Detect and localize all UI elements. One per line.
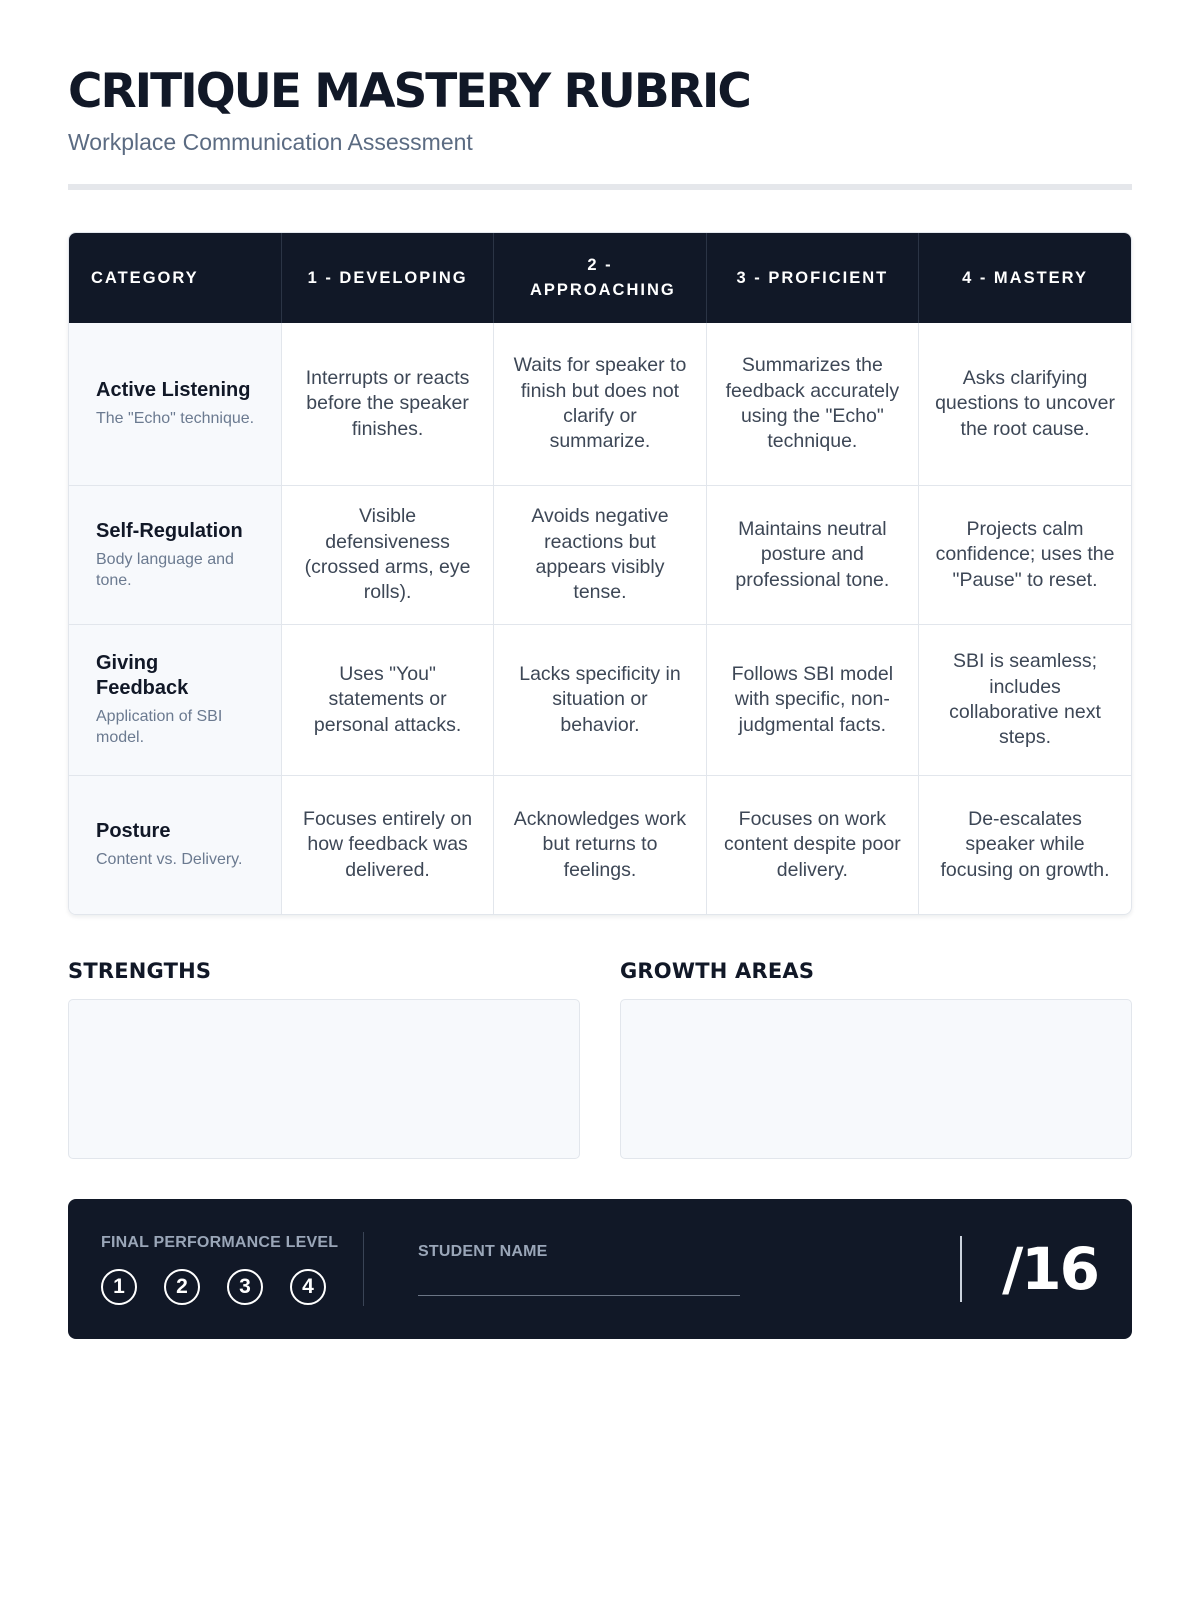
- category-name: Posture: [96, 820, 171, 843]
- level-1-cell: Focuses entirely on how feedback was delivered.: [281, 776, 493, 915]
- category-cell: [69, 776, 281, 915]
- level-3-cell: Maintains neutral posture and professional tone.: [706, 486, 918, 625]
- category-description: Application of SBI model.: [96, 708, 223, 746]
- performance-level-label: FINAL PERFORMANCE LEVEL: [101, 1233, 339, 1251]
- level-option-3[interactable]: 3: [227, 1269, 263, 1305]
- strengths-input-box[interactable]: [68, 999, 580, 1159]
- category-name: Active Listening: [96, 379, 251, 402]
- student-name-label: STUDENT NAME: [418, 1242, 548, 1260]
- level-4-cell: Asks clarifying questions to uncover the root cause.: [919, 323, 1131, 486]
- student-name-block: [418, 1243, 740, 1296]
- score-divider: [960, 1236, 962, 1302]
- table-row: [69, 776, 1131, 915]
- strengths-title: STRENGTHS: [68, 959, 212, 983]
- page-title: CRITIQUE MASTERY RUBRIC: [68, 64, 750, 119]
- level-4-cell: De-escalates speaker while focusing on growth.: [940, 807, 1110, 881]
- table-row: [69, 486, 1131, 625]
- level-2-cell: Lacks specificity in situation or behavior.: [494, 625, 706, 776]
- strengths-section: [68, 959, 580, 1159]
- level-2-cell: Waits for speaker to finish but does not clarify or summarize.: [494, 323, 706, 486]
- level-4-cell: SBI is seamless; includes collaborative next steps.: [919, 625, 1131, 776]
- rubric-table: [68, 232, 1132, 915]
- performance-level-block: [101, 1234, 363, 1305]
- level-option-1[interactable]: 1: [101, 1269, 137, 1305]
- column-header-proficient: 3 - PROFICIENT: [706, 233, 918, 323]
- category-description: Content vs. Delivery.: [96, 851, 243, 869]
- category-description: Body language and tone.: [96, 550, 234, 589]
- student-name-field[interactable]: [418, 1295, 740, 1296]
- column-header-category: CATEGORY: [69, 233, 281, 323]
- table-row: [69, 625, 1131, 776]
- level-3-cell: Follows SBI model with specific, non-judgmental facts.: [706, 625, 918, 776]
- header-divider: [68, 184, 1132, 190]
- rubric-header-row: [69, 233, 1131, 323]
- level-3-cell: Focuses on work content despite poor delivery.: [706, 776, 918, 915]
- category-description: The "Echo" technique.: [96, 410, 255, 428]
- column-header-developing: 1 - DEVELOPING: [281, 233, 493, 323]
- level-1-cell: Visible defensiveness (crossed arms, eye rolls).: [281, 486, 493, 625]
- growth-areas-title: GROWTH AREAS: [620, 959, 815, 983]
- column-header-approaching-label: 2 - APPROACHING: [529, 256, 676, 299]
- category-name: Giving Feedback: [96, 652, 189, 700]
- level-option-2[interactable]: 2: [164, 1269, 200, 1305]
- footer-divider: [363, 1232, 364, 1306]
- column-header-approaching: [494, 233, 706, 323]
- level-2-cell: Acknowledges work but returns to feelings.: [494, 776, 706, 915]
- category-name: Self-Regulation: [96, 519, 243, 542]
- category-cell: [69, 625, 281, 776]
- category-cell: [69, 486, 281, 625]
- level-3-cell: Summarizes the feedback accurately using the "Echo" technique.: [706, 323, 918, 486]
- performance-level-options: [101, 1269, 363, 1305]
- table-row: [69, 323, 1131, 486]
- level-1-cell: Uses "You" statements or personal attacks.: [281, 625, 493, 776]
- level-1-cell: Interrupts or reacts before the speaker finishes.: [281, 323, 493, 486]
- notes-section: [68, 959, 1132, 1159]
- growth-areas-section: [620, 959, 1132, 1159]
- score-footer: [68, 1199, 1132, 1339]
- column-header-mastery: 4 - MASTERY: [919, 233, 1131, 323]
- page-subtitle: Workplace Communication Assessment: [68, 129, 473, 155]
- growth-areas-input-box[interactable]: [620, 999, 1132, 1159]
- total-score: /16: [1002, 1235, 1098, 1303]
- level-2-cell: Avoids negative reactions but appears visibly tense.: [494, 486, 706, 625]
- category-cell: [69, 323, 281, 486]
- level-option-4[interactable]: 4: [290, 1269, 326, 1305]
- level-4-cell: Projects calm confidence; uses the "Pause" to reset.: [919, 486, 1131, 625]
